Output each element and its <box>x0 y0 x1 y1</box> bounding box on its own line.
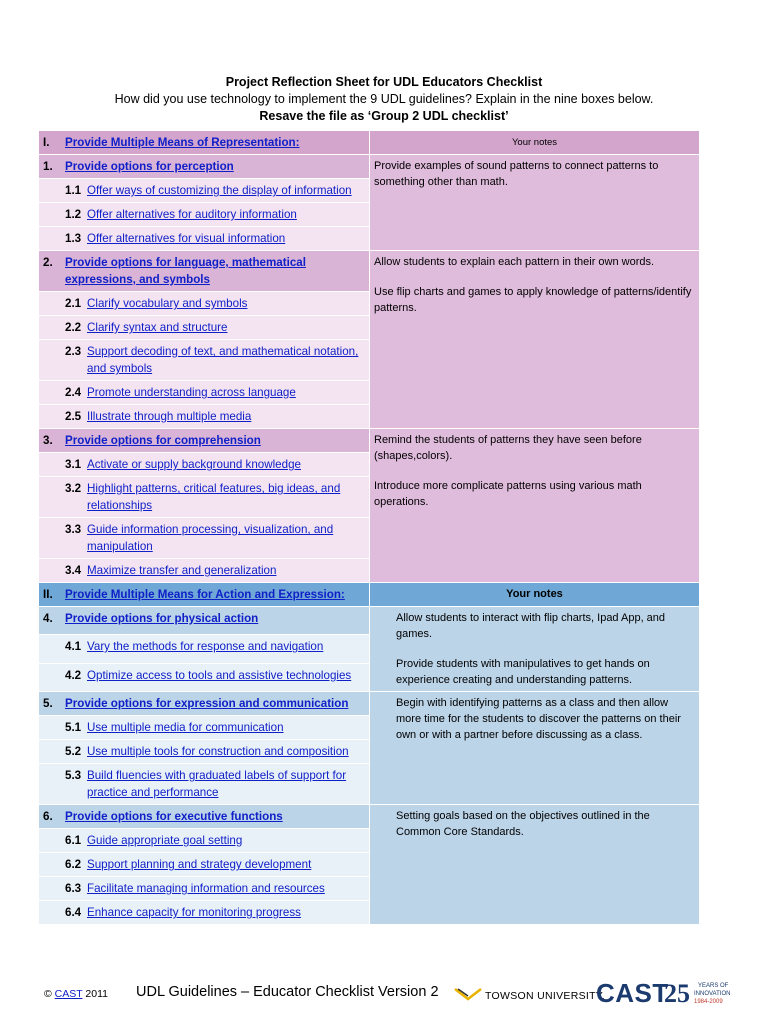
guideline-row <box>39 429 700 453</box>
checkpoint-cell <box>39 635 370 663</box>
guideline-number: 6. <box>43 810 53 823</box>
notes-paragraph: Provide students with manipulatives to get hands on experience creating and understanding patterns. <box>396 658 650 686</box>
badge-number: 25 <box>664 979 690 1008</box>
checkpoint-link[interactable]: Maximize transfer and generalization <box>87 564 277 577</box>
checkpoint-wrap <box>65 343 365 377</box>
document-header <box>0 74 768 125</box>
checkpoint-number: 5.2 <box>65 745 82 758</box>
guideline-number: 5. <box>43 697 53 710</box>
copyright <box>44 988 108 1000</box>
guideline-wrap <box>43 254 365 288</box>
guideline-cell <box>39 607 370 635</box>
notes-text <box>374 695 695 743</box>
notes-cell[interactable] <box>370 155 700 251</box>
checkpoint-cell <box>39 764 370 805</box>
guideline-title-link[interactable]: Provide options for physical action <box>65 612 259 625</box>
checkpoint-link[interactable]: Clarify vocabulary and symbols <box>87 297 248 310</box>
checkpoint-cell <box>39 179 370 203</box>
guideline-row <box>39 155 700 179</box>
checkpoint-wrap <box>65 904 365 921</box>
notes-cell[interactable] <box>370 692 700 805</box>
towson-swoosh-icon <box>454 987 482 1001</box>
document-instruction: Resave the file as ‘Group 2 UDL checklist’ <box>259 109 509 123</box>
section-numeral: I. <box>43 136 50 149</box>
page-footer <box>44 978 734 1012</box>
notes-text <box>374 808 695 840</box>
anniversary-badge-icon <box>664 978 734 1008</box>
checkpoint-cell <box>39 518 370 559</box>
checkpoint-link[interactable]: Clarify syntax and structure <box>87 321 228 334</box>
checkpoint-link[interactable]: Support planning and strategy development <box>87 858 312 871</box>
checkpoint-number: 2.2 <box>65 321 82 334</box>
guideline-cell <box>39 805 370 829</box>
guideline-title-link[interactable]: Provide options for expression and communication <box>65 697 349 710</box>
guideline-row <box>39 805 700 829</box>
checkpoint-cell <box>39 716 370 740</box>
checkpoint-wrap <box>65 480 365 514</box>
guideline-number: 3. <box>43 434 53 447</box>
checkpoint-number: 1.2 <box>65 208 82 221</box>
checkpoint-number: 2.1 <box>65 297 82 310</box>
checkpoint-cell <box>39 227 370 251</box>
section-title-cell <box>39 131 370 155</box>
guideline-number: 4. <box>43 612 53 625</box>
checkpoint-number: 6.2 <box>65 858 82 871</box>
guideline-wrap <box>43 695 365 712</box>
checkpoint-link[interactable]: Vary the methods for response and navigation <box>87 640 324 654</box>
notes-paragraph: Introduce more complicate patterns using various math operations. <box>374 480 642 508</box>
checkpoint-link[interactable]: Build fluencies with graduated labels of support for practice and performance <box>87 769 347 799</box>
copyright-symbol: © <box>44 988 52 1000</box>
checkpoint-wrap <box>65 230 365 247</box>
badge-line3: 1984-2009 <box>694 999 723 1005</box>
checkpoint-wrap <box>65 456 365 473</box>
copyright-year: 2011 <box>85 988 109 1000</box>
notes-text <box>374 254 695 316</box>
checkpoint-link[interactable]: Illustrate through multiple media <box>87 410 252 423</box>
guideline-row <box>39 692 700 716</box>
notes-cell[interactable] <box>370 429 700 583</box>
notes-cell[interactable] <box>370 251 700 429</box>
checkpoint-number: 5.1 <box>65 721 82 734</box>
cast-link[interactable]: CAST <box>54 988 83 1000</box>
checkpoint-cell <box>39 381 370 405</box>
checkpoint-cell <box>39 559 370 583</box>
checkpoint-link[interactable]: Optimize access to tools and assistive technologies <box>87 668 352 682</box>
checkpoint-cell <box>39 877 370 901</box>
section-title-link[interactable]: Provide Multiple Means for Action and Expression: <box>65 588 345 601</box>
checkpoint-cell <box>39 405 370 429</box>
guideline-cell <box>39 429 370 453</box>
guideline-title-link[interactable]: Provide options for perception <box>65 160 234 173</box>
notes-paragraph: Provide examples of sound patterns to connect patterns to something other than math. <box>374 160 659 188</box>
checkpoint-wrap <box>65 719 365 736</box>
checkpoint-cell <box>39 316 370 340</box>
checkpoint-number: 4.1 <box>65 640 82 654</box>
guideline-wrap <box>43 808 365 825</box>
checkpoint-wrap <box>65 667 365 684</box>
checkpoint-wrap <box>65 767 365 801</box>
badge-line2: INNOVATION <box>694 991 731 997</box>
checkpoint-number: 3.4 <box>65 564 82 577</box>
checkpoint-number: 2.3 <box>65 345 82 358</box>
document-subtitle: How did you use technology to implement the 9 UDL guidelines? Explain in the nine boxes below. <box>114 92 654 106</box>
guideline-wrap <box>43 158 365 175</box>
notes-cell[interactable] <box>370 805 700 925</box>
guideline-cell <box>39 251 370 292</box>
section-header-row <box>39 583 700 607</box>
checkpoint-link[interactable]: Enhance capacity for monitoring progress <box>87 906 301 919</box>
checkpoint-cell <box>39 853 370 877</box>
guideline-cell <box>39 692 370 716</box>
notes-text <box>374 432 695 510</box>
checkpoint-link[interactable]: Facilitate managing information and resources <box>87 882 325 895</box>
badge-line1: YEARS OF <box>698 983 729 989</box>
notes-label-cell: Your notes <box>370 131 700 155</box>
checkpoint-cell <box>39 829 370 853</box>
guideline-row <box>39 607 700 635</box>
checkpoint-link[interactable]: Highlight patterns, critical features, big ideas, and relationships <box>87 482 341 512</box>
notes-paragraph: Allow students to explain each pattern in their own words. <box>374 256 655 268</box>
guideline-title-link[interactable]: Provide options for executive functions <box>65 810 283 823</box>
checkpoint-cell <box>39 292 370 316</box>
notes-paragraph: Allow students to interact with flip charts, Ipad App, and games. <box>396 612 666 640</box>
checkpoint-number: 3.2 <box>65 482 82 495</box>
checkpoint-cell <box>39 663 370 691</box>
footer-title: UDL Guidelines – Educator Checklist Version 2 <box>136 984 439 1000</box>
guideline-cell <box>39 155 370 179</box>
towson-logo <box>454 987 605 1002</box>
checkpoint-number: 6.3 <box>65 882 82 895</box>
checkpoint-number: 2.4 <box>65 386 82 399</box>
towson-text: TOWSON UNIVERSITY. <box>485 990 605 1002</box>
checkpoint-wrap <box>65 408 365 425</box>
udl-checklist-table <box>38 130 700 925</box>
checkpoint-number: 6.4 <box>65 906 82 919</box>
notes-paragraph: Remind the students of patterns they have seen before (shapes,colors). <box>374 434 642 462</box>
checkpoint-number: 2.5 <box>65 410 82 423</box>
section-header-row <box>39 131 700 155</box>
checkpoint-number: 6.1 <box>65 834 82 847</box>
checkpoint-link[interactable]: Offer alternatives for visual information <box>87 232 286 245</box>
notes-paragraph: Use flip charts and games to apply knowledge of patterns/identify patterns. <box>374 286 692 314</box>
guideline-wrap <box>43 610 365 627</box>
checkpoint-link[interactable]: Activate or supply background knowledge <box>87 458 301 471</box>
guideline-number: 1. <box>43 160 53 173</box>
checkpoint-link[interactable]: Promote understanding across language <box>87 386 296 399</box>
notes-paragraph: Begin with identifying patterns as a class and then allow more time for the students to discover the patterns on their own or with a partner before discussing as a class. <box>396 697 681 741</box>
notes-text <box>374 610 695 688</box>
checkpoint-cell <box>39 453 370 477</box>
checkpoint-number: 3.1 <box>65 458 82 471</box>
checkpoint-cell <box>39 203 370 227</box>
checkpoint-wrap <box>65 384 365 401</box>
checkpoint-link[interactable]: Guide information processing, visualization, and manipulation <box>87 523 334 553</box>
notes-paragraph: Setting goals based on the objectives outlined in the Common Core Standards. <box>396 810 650 838</box>
checkpoint-cell <box>39 477 370 518</box>
checkpoint-link[interactable]: Offer ways of customizing the display of information <box>87 184 352 197</box>
checkpoint-wrap <box>65 832 365 849</box>
checkpoint-wrap <box>65 182 365 199</box>
checkpoint-number: 3.3 <box>65 523 82 536</box>
section-numeral: II. <box>43 588 53 601</box>
document-title: Project Reflection Sheet for UDL Educators Checklist <box>225 75 543 89</box>
anniversary-badge <box>664 978 734 1013</box>
checkpoint-cell <box>39 740 370 764</box>
cast-logo: CAST <box>596 978 669 1008</box>
notes-label-cell: Your notes <box>370 583 700 607</box>
checkpoint-wrap <box>65 295 365 312</box>
checkpoint-link[interactable]: Use multiple tools for construction and composition <box>87 745 349 758</box>
checkpoint-link[interactable]: Guide appropriate goal setting <box>87 834 243 847</box>
checkpoint-wrap <box>65 319 365 336</box>
checkpoint-wrap <box>65 743 365 760</box>
notes-cell[interactable] <box>370 607 700 692</box>
guideline-row <box>39 251 700 292</box>
guideline-title-link[interactable]: Provide options for language, mathematical expressions, and symbols <box>65 256 306 286</box>
checkpoint-cell <box>39 340 370 381</box>
checkpoint-number: 4.2 <box>65 668 82 682</box>
checkpoint-wrap <box>65 521 365 555</box>
checkpoint-wrap <box>65 880 365 897</box>
guideline-number: 2. <box>43 256 53 269</box>
checkpoint-number: 5.3 <box>65 769 82 782</box>
checkpoint-number: 1.3 <box>65 232 82 245</box>
checkpoint-wrap <box>65 206 365 223</box>
section-title-link[interactable]: Provide Multiple Means of Representation: <box>65 136 300 149</box>
checkpoint-wrap <box>65 856 365 873</box>
guideline-title-link[interactable]: Provide options for comprehension <box>65 434 261 447</box>
checkpoint-number: 1.1 <box>65 184 82 197</box>
checkpoint-link[interactable]: Support decoding of text, and mathematical notation, and symbols <box>87 345 359 375</box>
checkpoint-wrap <box>65 638 365 655</box>
notes-text <box>374 158 695 190</box>
checkpoint-link[interactable]: Offer alternatives for auditory information <box>87 208 297 221</box>
guideline-wrap <box>43 432 365 449</box>
checkpoint-cell <box>39 901 370 925</box>
section-title-cell <box>39 583 370 607</box>
checkpoint-wrap <box>65 562 365 579</box>
checkpoint-link[interactable]: Use multiple media for communication <box>87 721 284 734</box>
